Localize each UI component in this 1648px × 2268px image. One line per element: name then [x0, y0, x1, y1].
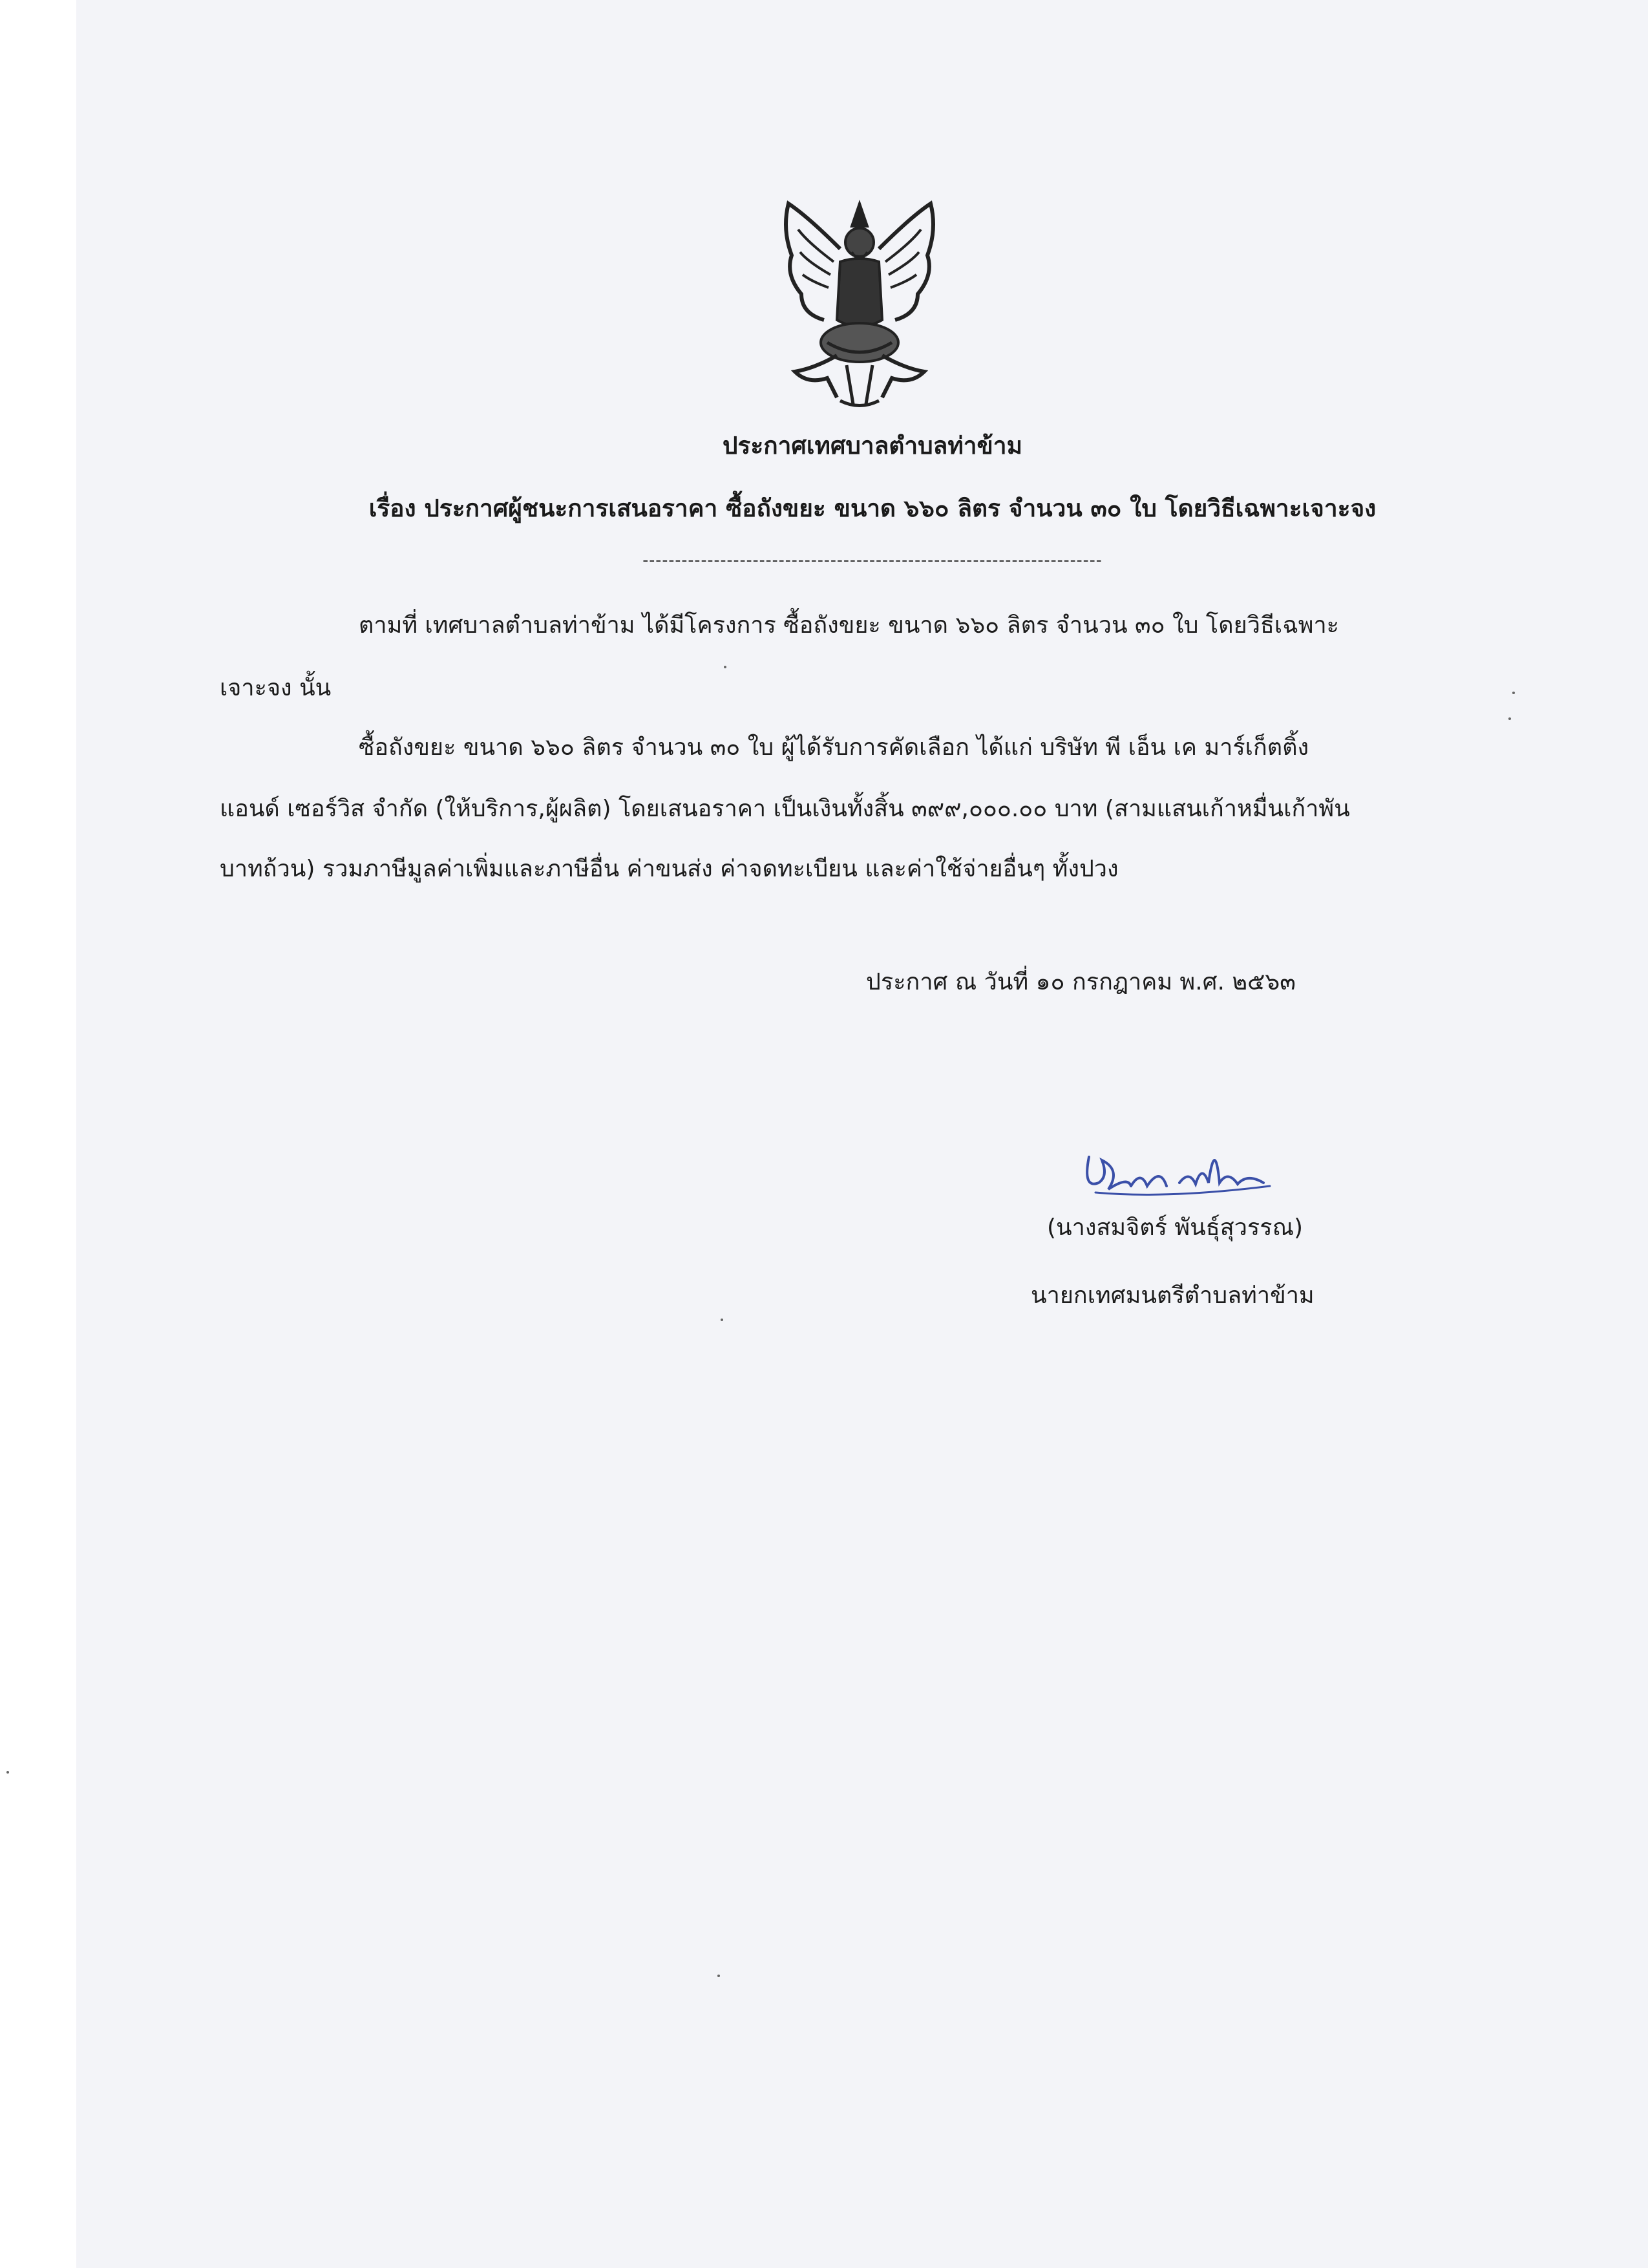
- document-subject: เรื่อง ประกาศผู้ชนะการเสนอราคา ซื้อถังขยะ ขนาด ๖๖๐ ลิตร จำนวน ๓๐ ใบ โดยวิธีเฉพาะเจาะจง: [368, 494, 1377, 522]
- title-divider: -----------------------------------------------------------------------: [642, 551, 1103, 569]
- body-paragraph-1-line-2: เจาะจง นั้น: [220, 675, 332, 701]
- document-title: ประกาศเทศบาลตำบลท่าข้าม: [723, 432, 1022, 460]
- body-paragraph-1-line-1: ตามที่ เทศบาลตำบลท่าข้าม ได้มีโครงการ ซื้อถังขยะ ขนาด ๖๖๐ ลิตร จำนวน ๓๐ ใบ โดยวิธีเฉพาะ: [359, 612, 1339, 639]
- scan-speck: [724, 666, 726, 668]
- scan-margin: [0, 0, 76, 2268]
- body-paragraph-2-line-1: ซื้อถังขยะ ขนาด ๖๖๐ ลิตร จำนวน ๓๐ ใบ ผู้ได้รับการคัดเลือก ได้แก่ บริษัท พี เอ็น เค มาร์เก็ตติ้ง: [359, 734, 1309, 761]
- signer-position: นายกเทศมนตรีตำบลท่าข้าม: [1031, 1282, 1315, 1309]
- scan-speck: [717, 1975, 720, 1977]
- garuda-emblem-icon: [763, 191, 956, 410]
- signer-name: (นางสมจิตร์ พันธุ์สุวรรณ): [1047, 1214, 1304, 1241]
- body-paragraph-2-line-2: แอนด์ เซอร์วิส จำกัด (ให้บริการ,ผู้ผลิต) โดยเสนอราคา เป็นเงินทั้งสิ้น ๓๙๙,๐๐๐.๐๐ บาท (สามแสนเก้าหมื่นเก้าพัน: [220, 796, 1350, 822]
- announce-date: ประกาศ ณ วันที่ ๑๐ กรกฎาคม พ.ศ. ๒๕๖๓: [866, 969, 1296, 995]
- scan-speck: [6, 1771, 9, 1774]
- scan-speck: [721, 1319, 723, 1321]
- handwritten-signature-icon: [1070, 1131, 1283, 1209]
- scan-speck: [1508, 717, 1511, 720]
- scan-speck: [1512, 692, 1515, 694]
- body-paragraph-2-line-3: บาทถ้วน) รวมภาษีมูลค่าเพิ่มและภาษีอื่น ค่าขนส่ง ค่าจดทะเบียน และค่าใช้จ่ายอื่นๆ ทั้งปวง: [220, 856, 1119, 882]
